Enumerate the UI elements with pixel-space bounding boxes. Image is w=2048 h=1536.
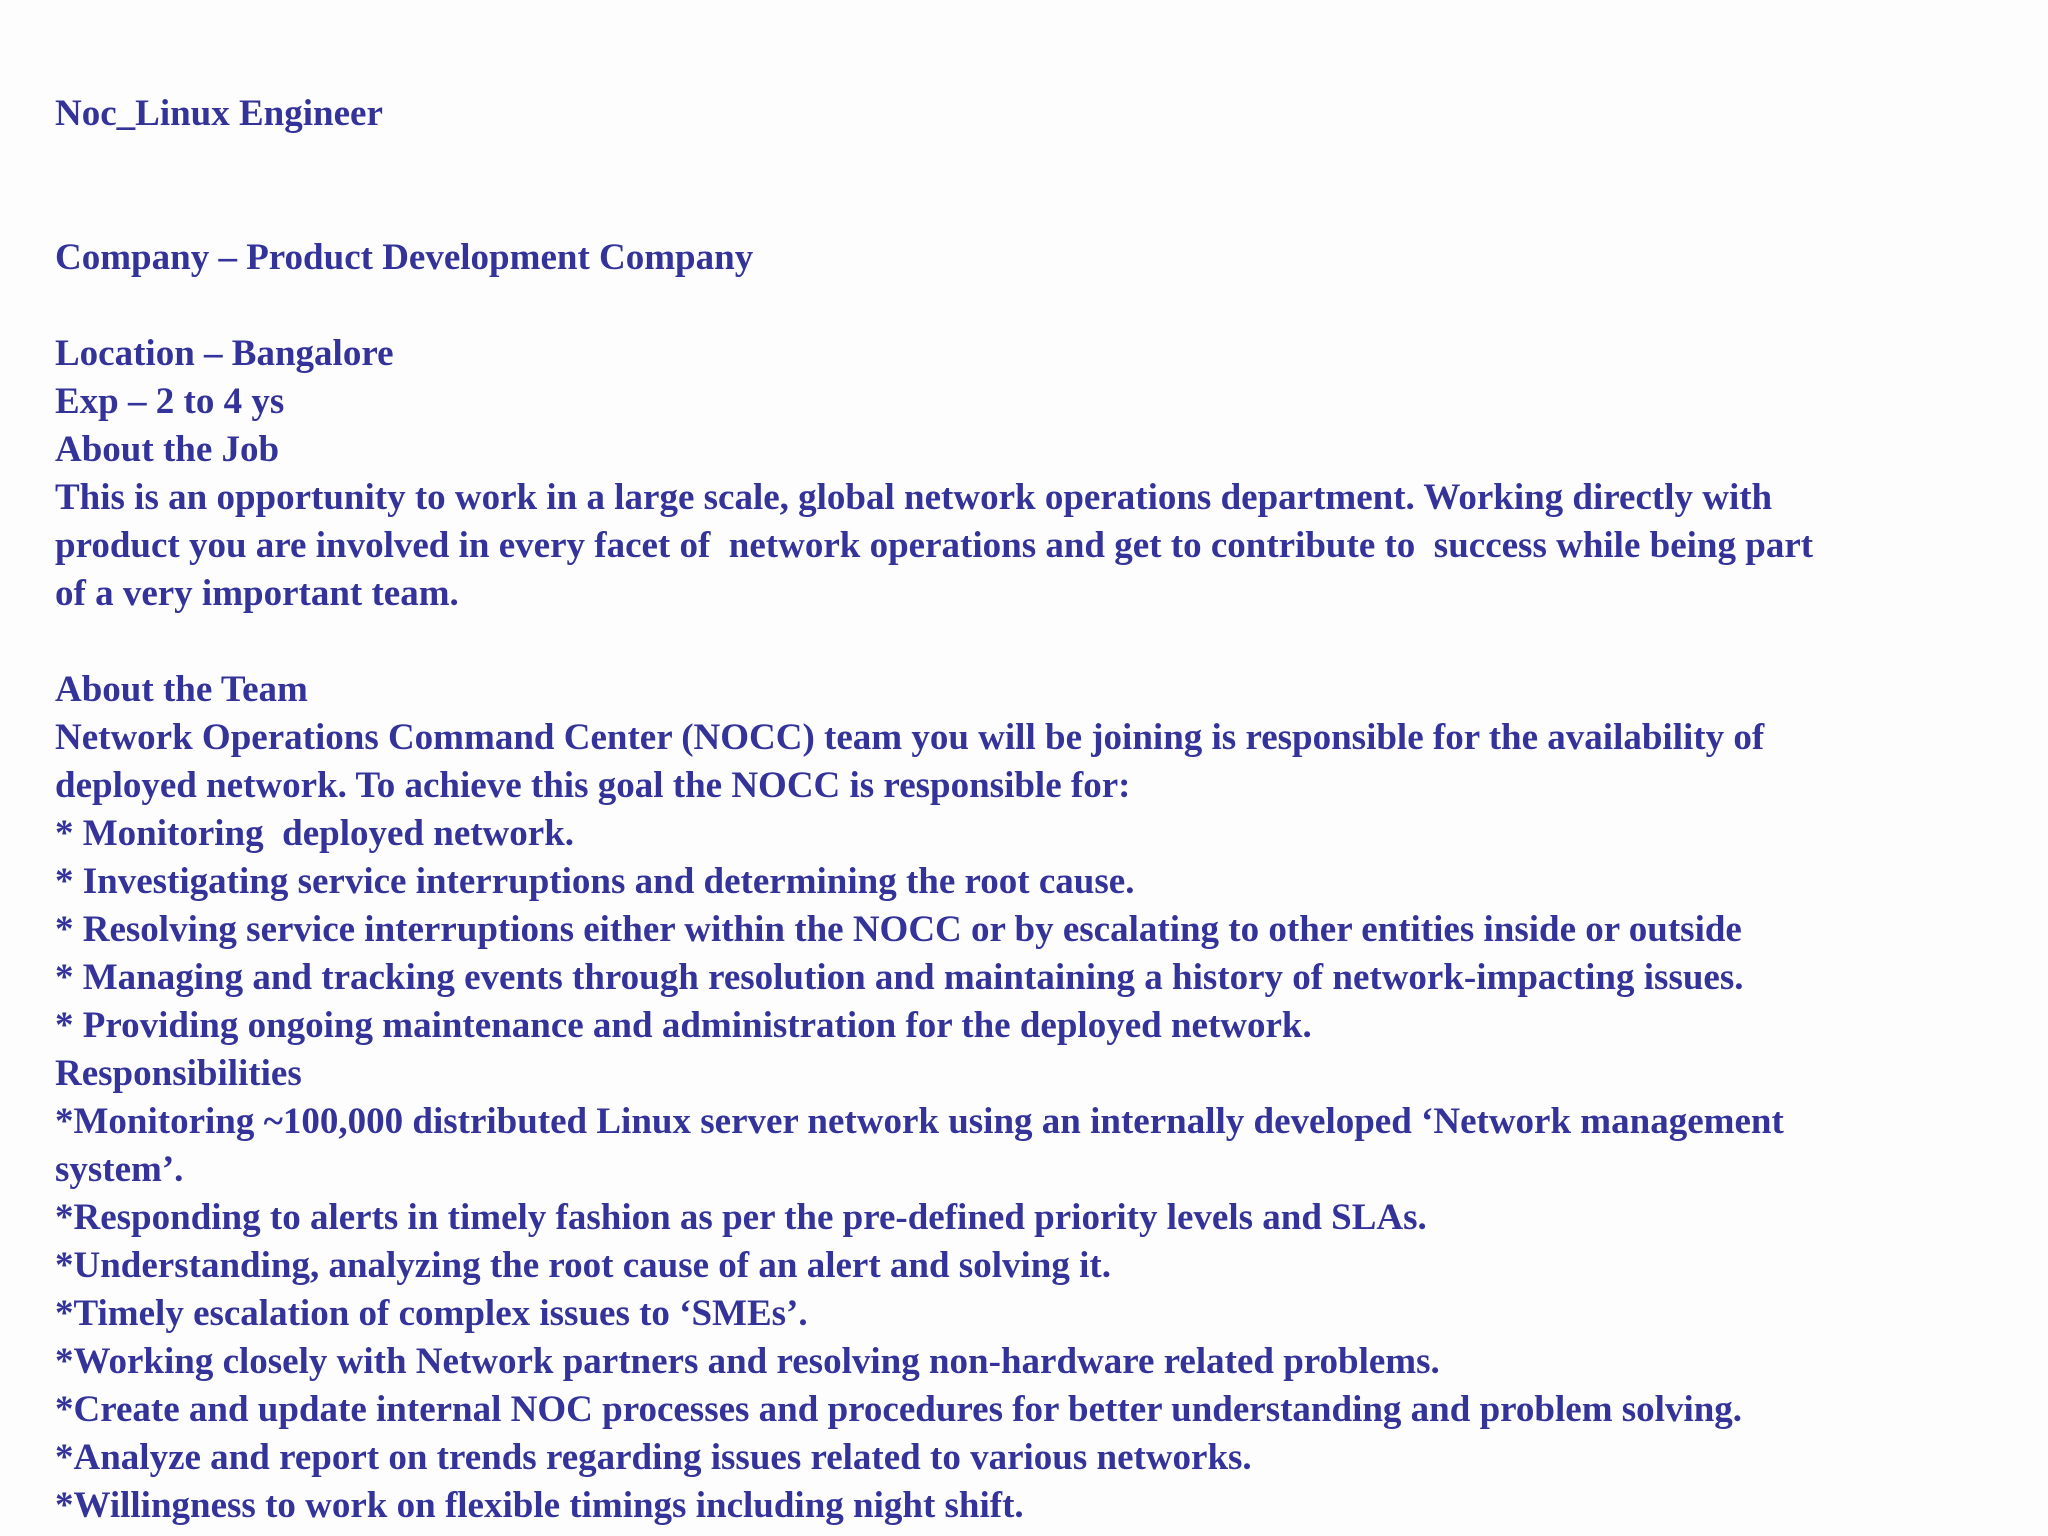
responsibilities-heading: Responsibilities [55,1053,302,1094]
responsibility-line: *Analyze and report on trends regarding issues related to various networks. [55,1437,1252,1478]
team-list-item: * Monitoring deployed network. [55,813,575,854]
responsibility-line: *Working closely with Network partners and resolving non-hardware related problems. [55,1341,1440,1382]
responsibility-line: *Timely escalation of complex issues to ‘SMEs’. [55,1293,808,1334]
responsibility-line: *Responding to alerts in timely fashion as per the pre-defined priority levels and SLAs. [55,1197,1427,1238]
location-line: Location – Bangalore [55,333,394,374]
responsibility-line: *Create and update internal NOC processes and procedures for better understanding and problem solving. [55,1389,1743,1430]
experience-line: Exp – 2 to 4 ys [55,381,285,422]
team-list-item: * Managing and tracking events through resolution and maintaining a history of network-impacting issues. [55,957,1744,998]
about-team-text-line: Network Operations Command Center (NOCC) team you will be joining is responsible for the availability of [55,717,1765,758]
about-team-heading: About the Team [55,669,308,710]
page-title: Noc_Linux Engineer [55,93,383,134]
responsibility-line: *Monitoring ~100,000 distributed Linux server network using an internally developed ‘Network management [55,1101,1784,1142]
responsibility-line: *Understanding, analyzing the root cause of an alert and solving it. [55,1245,1111,1286]
team-list-item: * Resolving service interruptions either within the NOCC or by escalating to other entities inside or outside [55,909,1742,950]
about-team-text-line: deployed network. To achieve this goal the NOCC is responsible for: [55,765,1131,806]
about-job-text-line: product you are involved in every facet of network operations and get to contribute to success while being part [55,525,1814,566]
about-job-heading: About the Job [55,429,280,470]
about-job-text-line: of a very important team. [55,573,459,614]
responsibility-line: *Willingness to work on flexible timings including night shift. [55,1485,1024,1526]
job-description-document [55,90,2015,1530]
company-line: Company – Product Development Company [55,237,754,278]
responsibility-line: system’. [55,1149,184,1190]
about-job-text-line: This is an opportunity to work in a large scale, global network operations department. Working directly with [55,477,1773,518]
team-list-item: * Providing ongoing maintenance and administration for the deployed network. [55,1005,1312,1046]
team-list-item: * Investigating service interruptions and determining the root cause. [55,861,1135,902]
